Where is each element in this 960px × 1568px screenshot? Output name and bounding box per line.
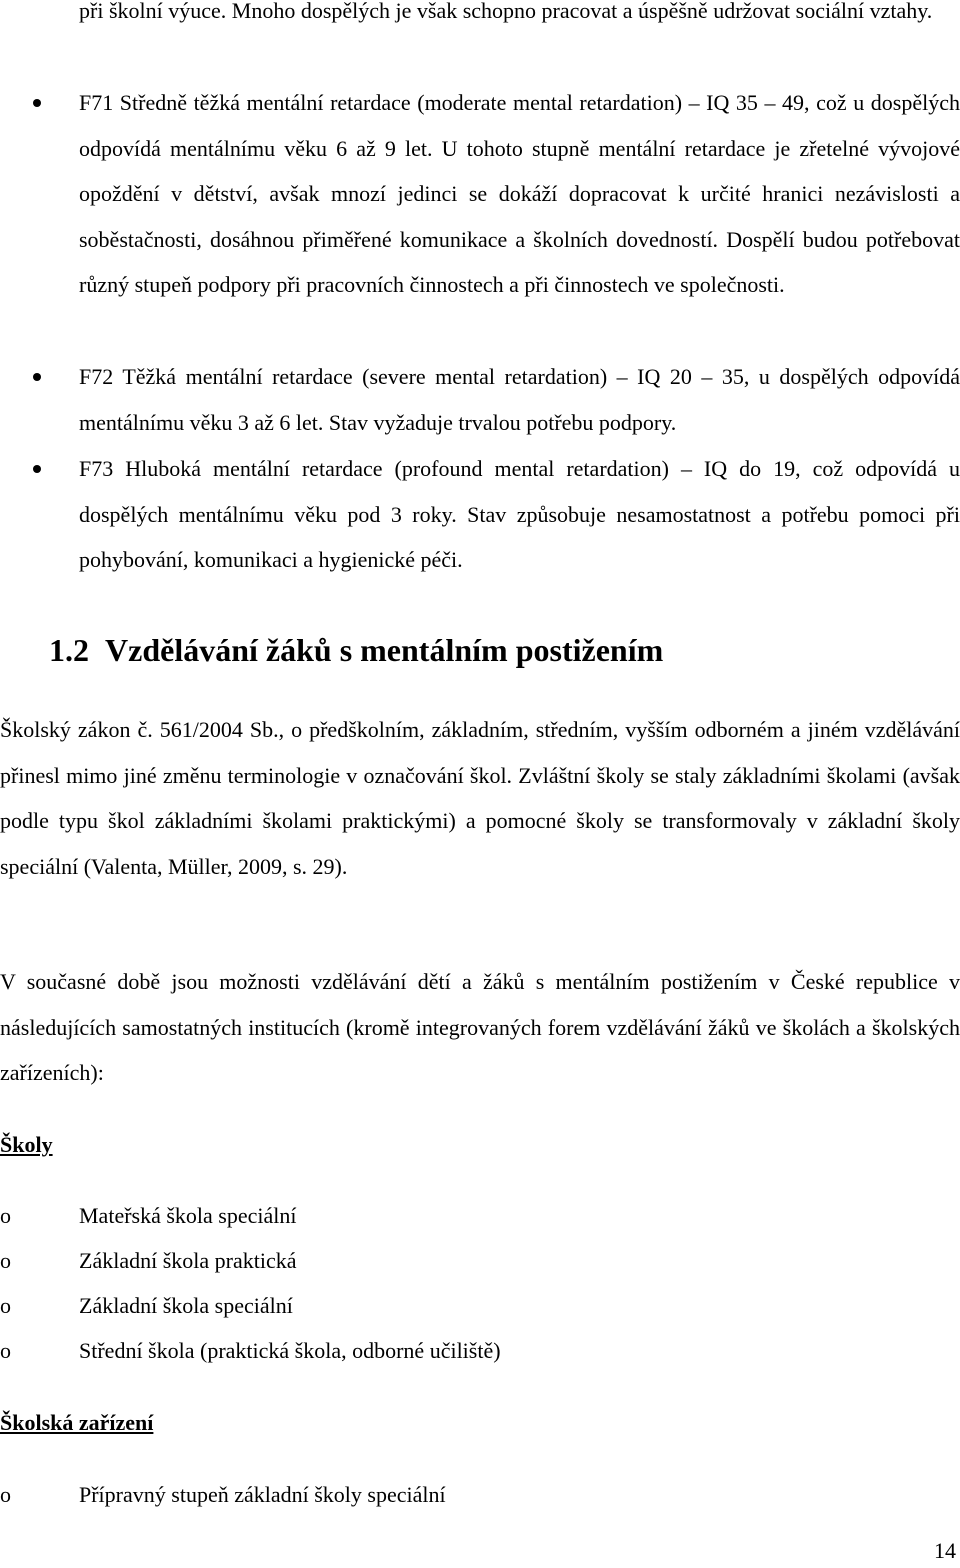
circle-bullet-icon: o [0,1203,11,1228]
list-item [0,1238,960,1283]
circle-bullet-icon: o [0,1293,11,1318]
paragraph-law: Školský zákon č. 561/2004 Sb., o předškolním, základním, středním, vyšším odborném a jiném vzdělávání přinesl mimo jiné změnu terminologie v označování škol. Zvláštní školy se staly základními školami (avšak podle typu škol základními školami praktickými) a pomocné školy se transformovaly v základní školy speciální (Valenta, Müller, 2009, s. 29). [0,717,960,879]
list-item-text: Mateřská škola speciální [79,1203,297,1228]
list-item [0,1472,960,1517]
circle-bullet-icon: o [0,1482,11,1507]
bullet-icon [33,99,41,107]
list-item-text: Přípravný stupeň základní školy speciální [79,1482,446,1507]
section-heading [49,624,663,676]
circle-bullet-icon: o [0,1248,11,1273]
list-item-text: F71 Středně těžká mentální retardace (moderate mental retardation) – IQ 35 – 49, což u dospělých odpovídá mentálnímu věku 6 až 9 let. U tohoto stupně mentální retardace je zřetelné vývojové opoždění v dětství, avšak mnozí jedinci se dokáží dopracovat k určité hranici nezávislosti a soběstačnosti, dosáhnou přiměřené komunikace a školních dovedností. Dospělí budou potřebovat různý stupeň podpory při pracovních činnostech a při činnostech ve společnosti. [79,90,960,297]
list-item [0,1283,960,1328]
list-item-text: Základní škola speciální [79,1293,293,1318]
subheading-skolska-zarizeni: Školská zařízení [0,1410,154,1435]
page-number: 14 [934,1538,956,1563]
list-item-text: Střední škola (praktická škola, odborné učiliště) [79,1338,501,1363]
list-item-text: Základní škola praktická [79,1248,297,1273]
paragraph-current: V současné době jsou možnosti vzdělávání dětí a žáků s mentálním postižením v České republice v následujících samostatných institucích (kromě integrovaných forem vzdělávání žáků ve školách a školských zařízeních): [0,969,960,1085]
circle-bullet-icon: o [0,1338,11,1363]
subheading-skoly: Školy [0,1132,53,1157]
list-item-text: F72 Těžká mentální retardace (severe mental retardation) – IQ 20 – 35, u dospělých odpovídá mentálnímu věku 3 až 6 let. Stav vyžaduje trvalou potřebu podpory. [79,364,960,435]
continued-text: při školní výuce. Mnoho dospělých je však schopno pracovat a úspěšně udržovat sociální vztahy. [79,0,933,23]
bullet-icon [33,465,41,473]
list-item [0,1328,960,1373]
section-number: 1.2 [49,632,89,668]
list-item-text: F73 Hluboká mentální retardace (profound mental retardation) – IQ do 19, což odpovídá u dospělých mentálnímu věku pod 3 roky. Stav způsobuje nesamostatnost a potřebu pomoci při pohybování, komunikaci a hygienické péči. [79,456,960,572]
list-item [0,1193,960,1238]
bullet-icon [33,373,41,381]
section-title: Vzdělávání žáků s mentálním postižením [105,632,664,668]
